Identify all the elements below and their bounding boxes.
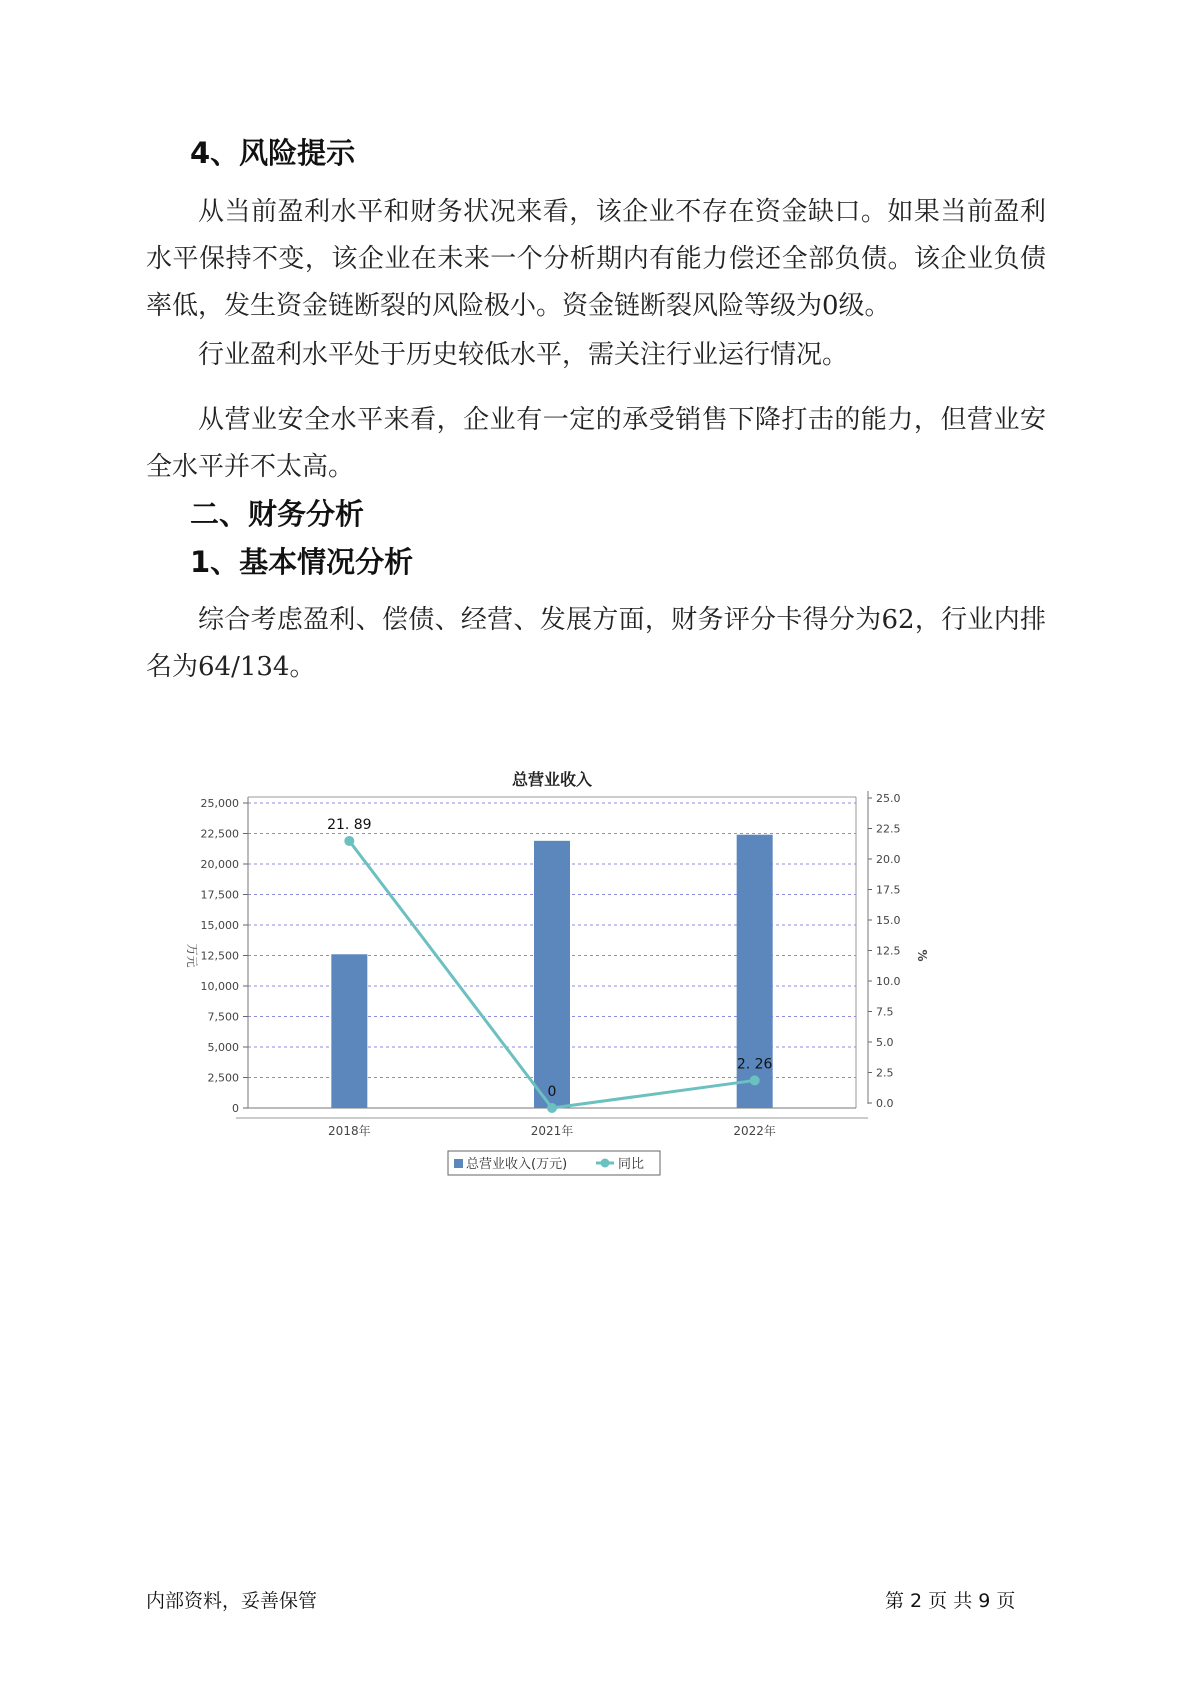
y-tick-label: 15,000: [200, 919, 239, 932]
y-tick-label: 17,500: [200, 888, 239, 902]
x-tick-label: 2021年: [530, 1124, 574, 1138]
paragraph-risk-3: 从营业安全水平来看，企业有一定的承受销售下降打击的能力，但营业安全水平并不太高。: [146, 405, 1046, 482]
bar: [331, 954, 367, 1108]
y-tick-label: 12,500: [200, 949, 239, 963]
y2-tick-label: 20.0: [876, 853, 901, 866]
yoy-data-label: 2. 26: [736, 1056, 773, 1073]
x-tick-label: 2018年: [328, 1124, 371, 1138]
y2-axis-title: %: [915, 949, 929, 962]
y2-tick-label: 25.0: [876, 792, 901, 805]
yoy-data-label: 21. 89: [327, 816, 372, 833]
bar: [534, 841, 570, 1108]
paragraph-risk-1: 从当前盈利水平和财务状况来看，该企业不存在资金缺口。如果当前盈利水平保持不变，该企业在未来一个分析期内有能力偿还全部负债。该企业负债率低，发生资金链断裂的风险极小。资金链断裂风险等级为0级。: [146, 197, 1046, 321]
chart-svg: [160, 760, 1040, 1210]
paragraph-finance-1: 综合考虑盈利、偿债、经营、发展方面，财务评分卡得分为62，行业内排名为64/134。: [146, 605, 1046, 682]
y-axis-title: 万元: [185, 943, 199, 968]
y2-tick-label: 22.5: [876, 822, 901, 836]
y-tick-label: 5,000: [207, 1041, 239, 1054]
heading-risk: 4、风险提示: [190, 136, 356, 170]
y2-tick-label: 15.0: [876, 914, 901, 927]
y-tick-label: 2,500: [207, 1071, 239, 1085]
y-tick-label: 10,000: [200, 980, 239, 993]
legend-line-marker: [601, 1159, 610, 1168]
y2-tick-label: 5.0: [876, 1036, 894, 1049]
chart-title: 总营业收入: [511, 770, 593, 789]
y2-tick-label: 17.5: [876, 883, 901, 897]
y2-tick-label: 12.5: [876, 944, 901, 958]
heading-basic-analysis: 1、基本情况分析: [190, 545, 414, 579]
y-tick-label: 20,000: [200, 858, 239, 871]
y2-tick-label: 7.5: [876, 1005, 894, 1019]
y-tick-label: 7,500: [207, 1010, 239, 1024]
legend-bar-label: 总营业收入(万元): [466, 1157, 568, 1172]
x-tick-label: 2022年: [733, 1124, 776, 1138]
revenue-chart: [160, 760, 1040, 1210]
paragraph-risk-2: 行业盈利水平处于历史较低水平，需关注行业运行情况。: [198, 340, 849, 370]
y2-tick-label: 10.0: [876, 975, 901, 988]
footer-confidential: 内部资料，妥善保管: [146, 1590, 318, 1612]
yoy-point: [344, 836, 354, 846]
y-tick-label: 22,500: [200, 827, 239, 841]
legend-bar-swatch: [454, 1159, 463, 1168]
yoy-point: [750, 1075, 760, 1085]
y2-tick-label: 0.0: [876, 1097, 894, 1110]
yoy-data-label: 0: [547, 1084, 557, 1100]
yoy-point: [547, 1103, 557, 1113]
y-tick-label: 25,000: [200, 797, 239, 810]
footer-page-number: 第 2 页 共 9 页: [885, 1590, 1016, 1612]
heading-finance: 二、财务分析: [190, 497, 365, 531]
y2-tick-label: 2.5: [876, 1066, 894, 1080]
legend-line-label: 同比: [618, 1157, 645, 1172]
y-tick-label: 0: [232, 1102, 239, 1115]
